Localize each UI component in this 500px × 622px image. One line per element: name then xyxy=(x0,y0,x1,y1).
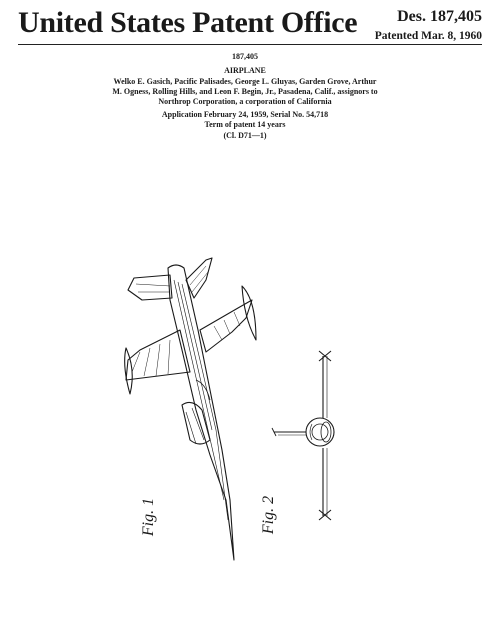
fig2-airplane-drawing xyxy=(272,351,334,520)
fig1-fuselage xyxy=(168,265,234,560)
fig1-left-wing xyxy=(126,330,190,380)
fig1-right-wingtip-tank xyxy=(242,286,256,340)
patent-number: 187,405 xyxy=(232,52,258,61)
inventors-paragraph: Welko E. Gasich, Pacific Palisades, George L. Gluyas, Garden Grove, Arthur M. Ogness, Rolling Hills, and Leon F. Begin, Jr., Pasadena, Calif., assignors to Northrop Corporation, a corporation of California xyxy=(112,77,378,106)
application-line: Application February 24, 1959, Serial No. 54,718 xyxy=(161,110,329,119)
classification-line: (Cl. D71—1) xyxy=(223,131,267,140)
fig2-upper-wingtip xyxy=(319,351,331,361)
office-title: United States Patent Office xyxy=(18,6,358,39)
design-number: Des. 187,405 xyxy=(397,8,482,25)
patented-date: Patented Mar. 8, 1960 xyxy=(374,30,482,42)
design-title: AIRPLANE xyxy=(224,66,266,75)
fig2-lower-wingtip xyxy=(319,510,331,520)
term-line: Term of patent 14 years xyxy=(204,120,286,129)
fig1-left-stabilizer xyxy=(128,275,172,300)
fig2-intakes xyxy=(321,422,331,442)
fig1-label: Fig. 1 xyxy=(140,497,158,537)
fig1-left-wingtip-tank xyxy=(125,348,133,394)
fig2-label: Fig. 2 xyxy=(260,495,278,535)
